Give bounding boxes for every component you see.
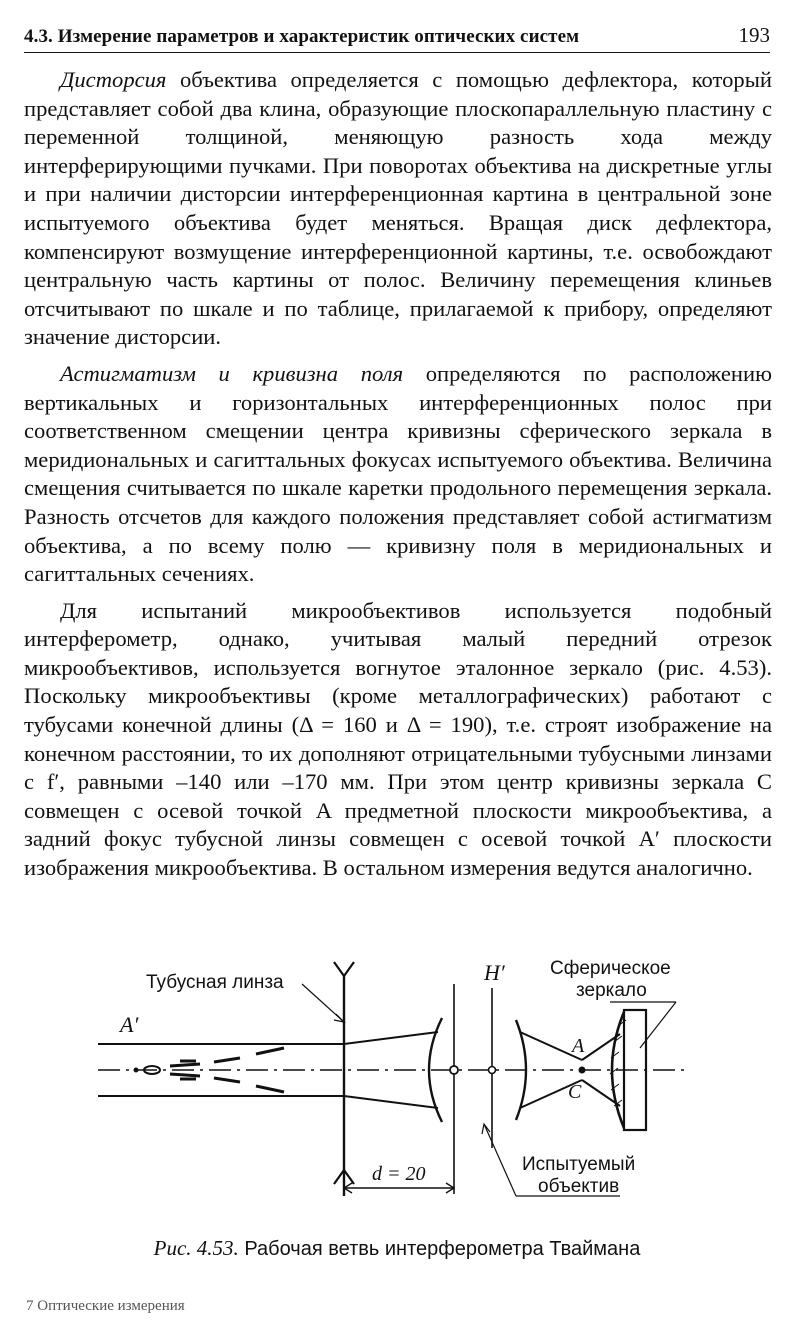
- term-astigmatism: Астигматизм и кривизна поля: [60, 360, 404, 386]
- running-header: [24, 18, 770, 53]
- label-a-prime: A′: [120, 1012, 139, 1037]
- body-text: [24, 66, 772, 891]
- section-title: 4.3. Измерение параметров и характеристик оптических систем: [24, 26, 580, 47]
- paragraph-astigmatism-text: определяются по расположению вертикальных и горизонтальных интерференционных полос при соответственном смещении центра кривизны сферического зеркала в меридиональных и сагиттальных фокусах испытуемого объектива. Величина смещения считывается по шкале каретки продольного перемещения зеркала. Разность отсчетов для каждого положения представляет собой астигматизм объектива, а по всему полю — кривизну поля в меридиональных и сагиттальных сечениях.: [24, 360, 772, 587]
- paragraph-distortion: [24, 66, 772, 352]
- label-distance: d = 20: [372, 1163, 426, 1185]
- label-tube-lens: Тубусная линза: [146, 972, 284, 993]
- page-number: 193: [738, 23, 770, 47]
- figure-diagram: [80, 948, 720, 1224]
- paragraph-microobjectives-text: Для испытаний микрообъективов используется подобный интерферометр, однако, учитывая малый передний отрезок микрообъективов, используется вогнутое эталонное зеркало (рис. 4.53). Поскольку микрообъективы (кроме металлографических) работают с тубусами конечной длины (Δ = 160 и Δ = 190), т.е. строят изображение на конечном расстоянии, то их дополняют отрицательными тубусными линзами с f′, равными –140 или –170 мм. При этом центр кривизны зеркала C совмещен с осевой точкой A предметной плоскости микрообъектива, а задний фокус тубусной линзы совмещен с осевой точкой A′ плоскости изображения микрообъектива. В остальном измерения ведутся аналогично.: [24, 597, 772, 881]
- page-footer: 7 Оптические измерения: [26, 1298, 185, 1314]
- label-point-c: C: [568, 1081, 582, 1103]
- label-objective-line2: объектив: [538, 1176, 620, 1197]
- figure-caption-text: Рабочая ветвь интерферометра Тваймана: [238, 1238, 641, 1260]
- figure-interferometer-branch: [80, 948, 720, 1224]
- label-mirror-line2: зеркало: [576, 980, 647, 1001]
- label-h-prime: H′: [484, 960, 505, 985]
- paragraph-microobjectives: [24, 597, 772, 883]
- label-objective-line1: Испытуемый: [522, 1154, 636, 1175]
- figure-number: Рис. 4.53.: [153, 1236, 239, 1260]
- label-mirror-line1: Сферическое: [550, 958, 671, 979]
- figure-caption: [0, 1236, 794, 1261]
- paragraph-distortion-text: объектива определяется с помощью дефлектора, который представляет собой два клина, образующие плоскопараллельную пластину с переменной толщиной, меняющую разность хода между интерферирующими пучками. При поворотах объектива на дискретные углы и при наличии дисторсии интерференционная картина в центральной зоне испытуемого объектива будет меняться. Вращая диск дефлектора, компенсируют возмущение интерференционной картины, т.е. освобождают центральную часть картины от полос. Величину перемещения клиньев отсчитывают по шкале и по таблице, прилагаемой к прибору, определяют значение дисторсии.: [24, 67, 772, 350]
- term-distortion: Дисторсия: [60, 67, 167, 92]
- paragraph-astigmatism: [24, 360, 772, 589]
- label-point-a: A: [572, 1035, 585, 1057]
